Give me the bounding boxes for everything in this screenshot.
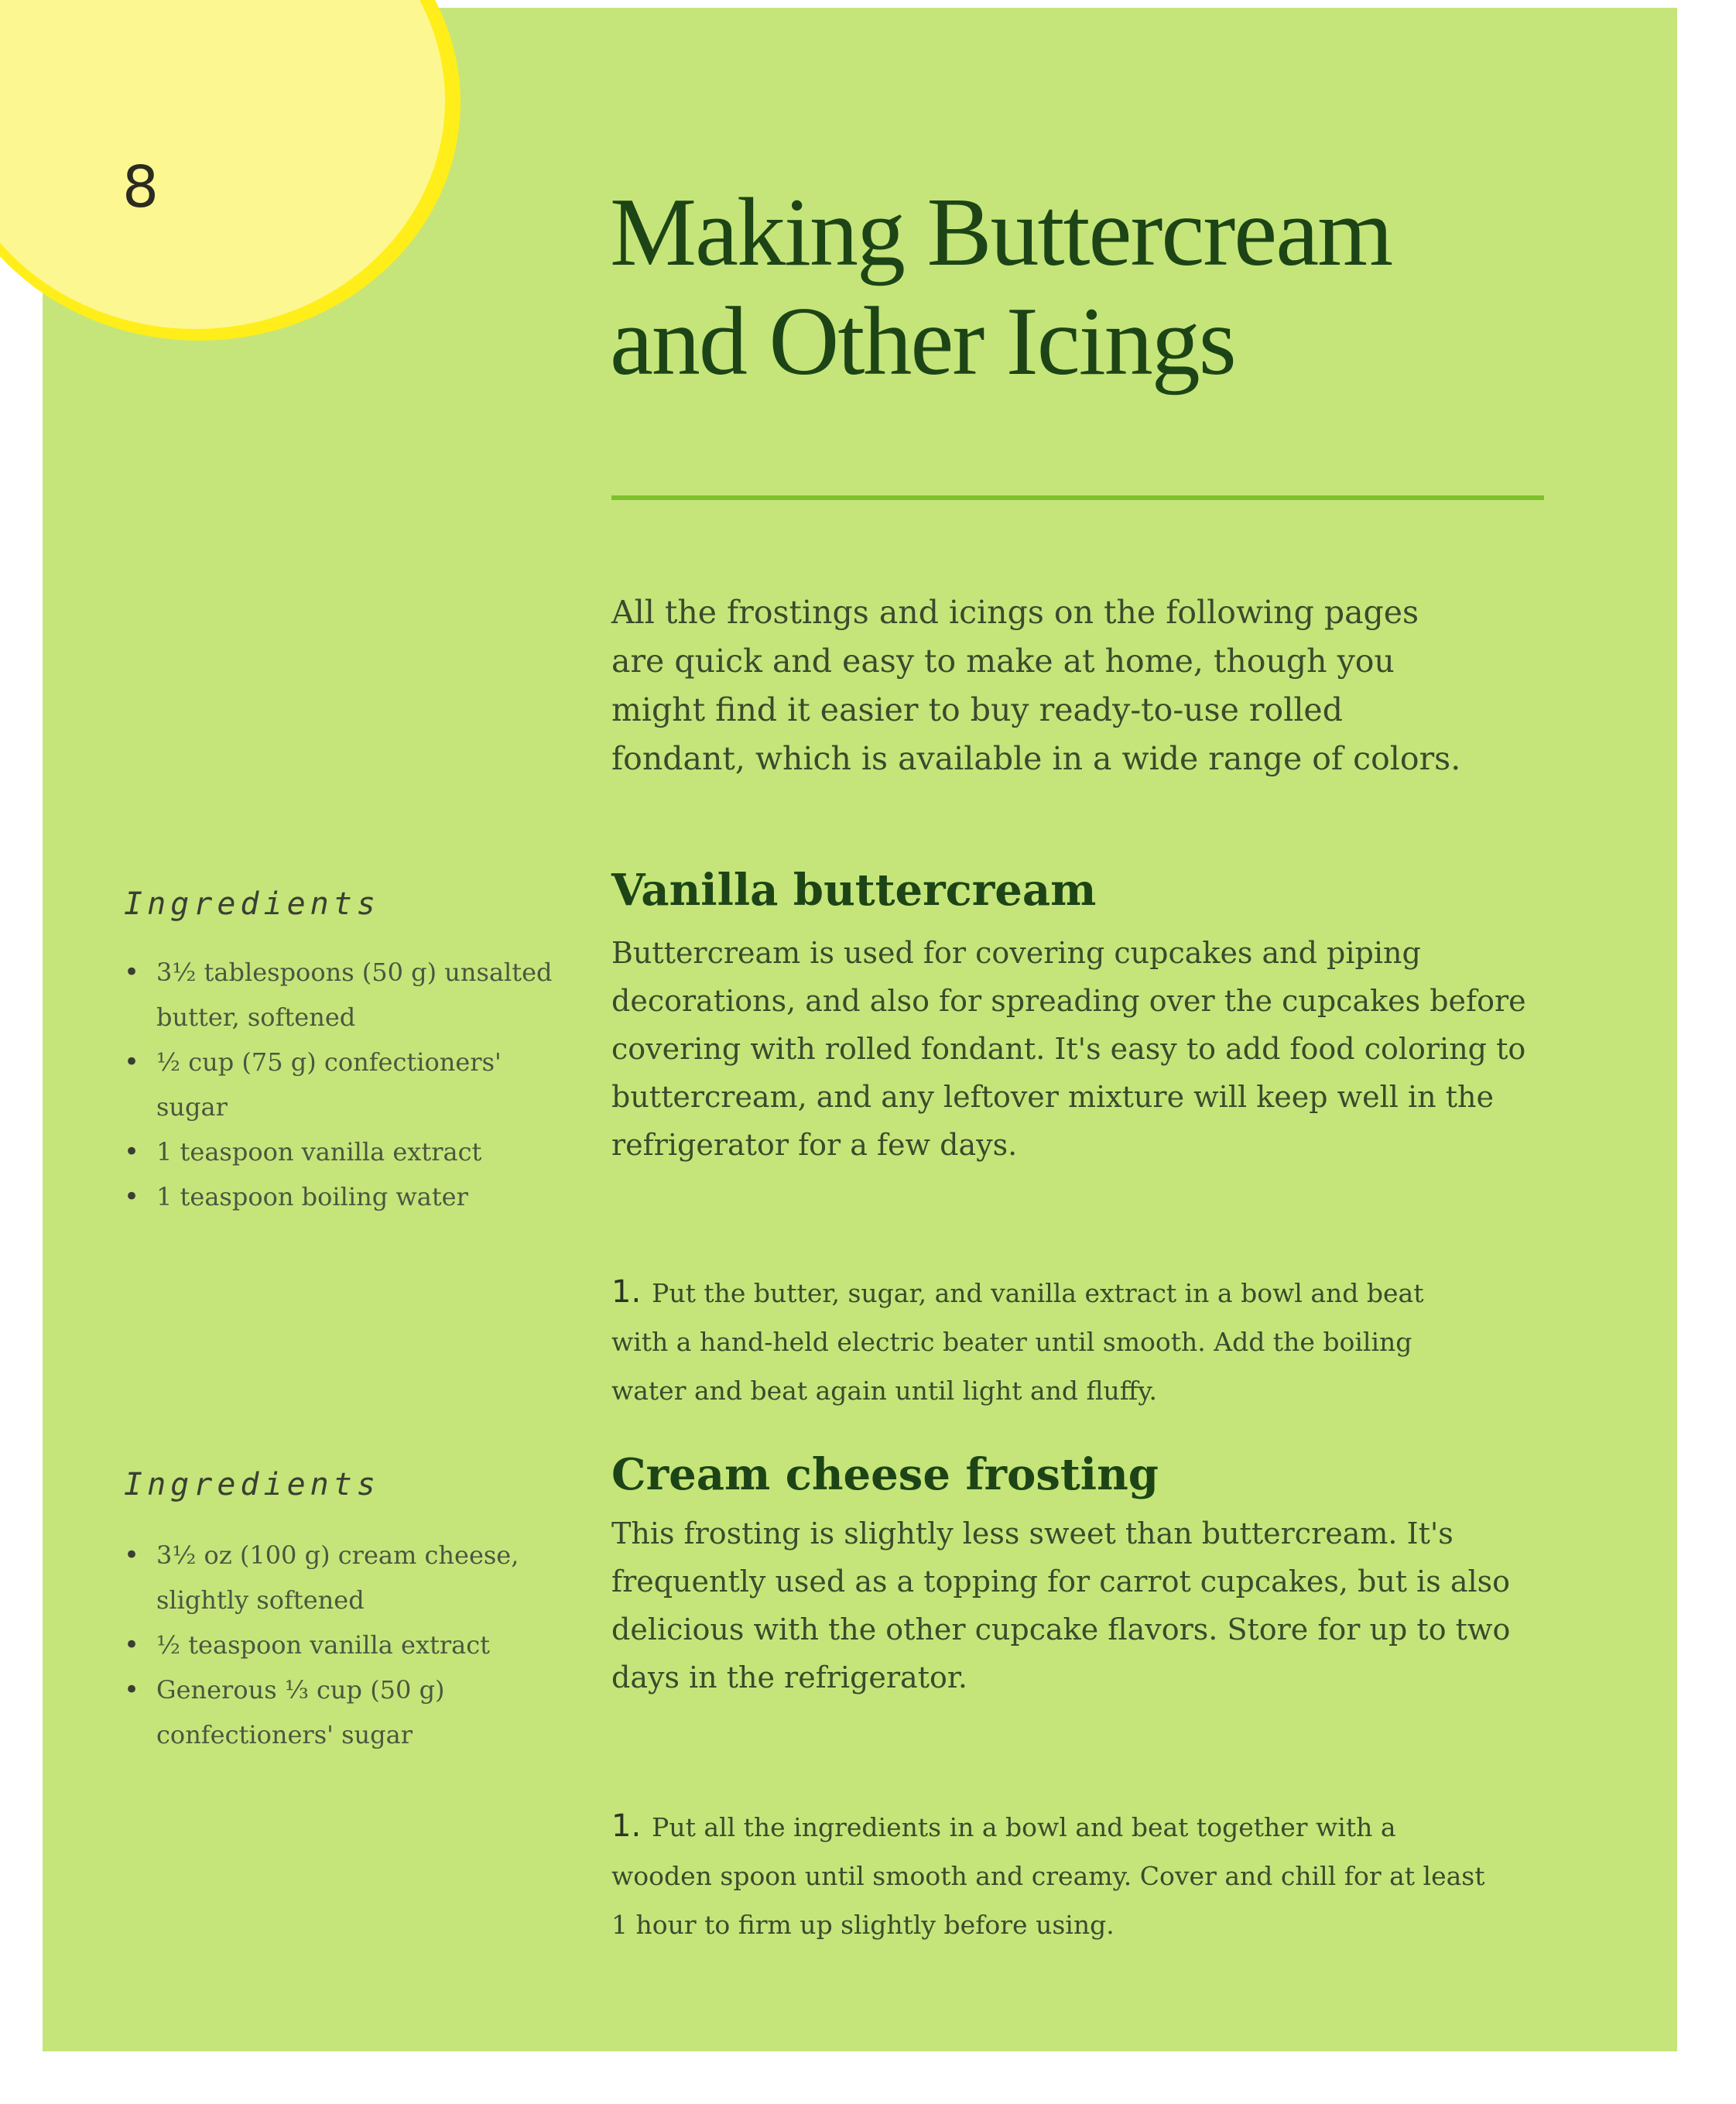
intro-paragraph: All the frostings and icings on the following pages are quick and easy to make at home, though you might find it easier to buy ready-to-use rolled fondant, which is available in a wide range of colors. bbox=[611, 594, 1461, 777]
section-heading: Cream cheese frosting bbox=[611, 1449, 1159, 1500]
ingredient-item: • ½ cup (75 g) confectioners' sugar bbox=[124, 1040, 557, 1129]
page-title bbox=[610, 178, 1570, 396]
method-step bbox=[611, 1753, 1563, 1949]
section-heading: Vanilla buttercream bbox=[611, 865, 1097, 916]
section-description: This frosting is slightly less sweet than buttercream. It's frequently used as a topping for carrot cupcakes, but is also delicious with the other cupcake flavors. Store for up to two days in the refrigerator. bbox=[611, 1516, 1511, 1695]
ingredient-item: • 3½ oz (100 g) cream cheese, slightly softened bbox=[124, 1533, 557, 1623]
ingredient-item: • ½ teaspoon vanilla extract bbox=[124, 1623, 557, 1667]
method-step bbox=[611, 1219, 1563, 1415]
ingredient-item: • 1 teaspoon boiling water bbox=[124, 1174, 557, 1219]
ingredient-item: • 1 teaspoon vanilla extract bbox=[124, 1129, 557, 1174]
ingredients-list bbox=[124, 950, 557, 1219]
title-line-2: and Other Icings bbox=[610, 288, 1235, 396]
ingredients-label: Ingredients bbox=[124, 1467, 380, 1503]
ingredient-item: • Generous ⅓ cup (50 g) confectioners' sugar bbox=[124, 1667, 557, 1757]
ingredients-list bbox=[124, 1533, 557, 1757]
ingredient-item: • 3½ tablespoons (50 g) unsalted butter, softened bbox=[124, 950, 557, 1040]
step-number: 1. bbox=[611, 1808, 642, 1844]
step-text: Put the butter, sugar, and vanilla extract in a bowl and beat with a hand-held electric beater until smooth. Add the boiling water and beat again until light and fluffy. bbox=[611, 1278, 1424, 1406]
step-number: 1. bbox=[611, 1274, 642, 1310]
page-number: 8 bbox=[122, 154, 159, 221]
title-line-1: Making Buttercream bbox=[610, 179, 1392, 286]
section-description: Buttercream is used for covering cupcakes and piping decorations, and also for spreading over the cupcakes before covering with rolled fondant. It's easy to add food coloring to buttercream, and any leftover mixture will keep well in the refrigerator for a few days. bbox=[611, 936, 1526, 1162]
title-divider bbox=[611, 495, 1544, 500]
ingredients-label: Ingredients bbox=[124, 886, 380, 922]
step-text: Put all the ingredients in a bowl and beat together with a wooden spoon until smooth and creamy. Cover and chill for at least 1 hour to firm up slightly before using. bbox=[611, 1812, 1485, 1940]
